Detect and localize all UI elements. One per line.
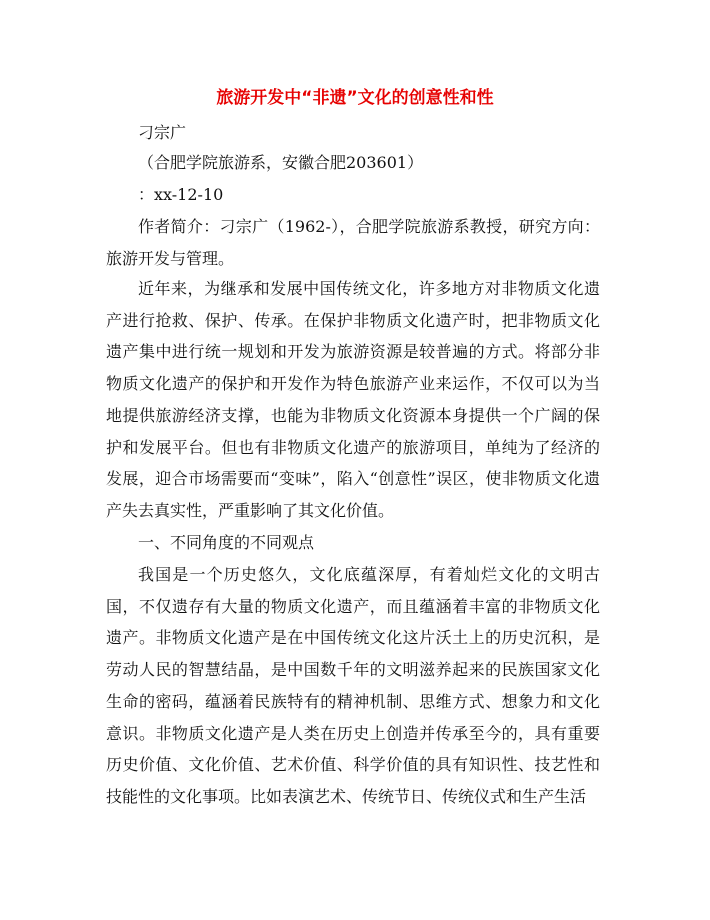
body-paragraph-2: 我国是一个历史悠久，文化底蕴深厚，有着灿烂文化的文明古国，不仅遗存有大量的物质文化遗产，而且蕴涵着丰富的非物质文化遗产。非物质文化遗产是在中国传统文化这片沃土上的历史沉积，是劳动人民的智慧结晶，是中国数千年的文明滋养起来的民族国家文化生命的密码，蕴涵着民族特有的精神机制、思维方式、想象力和文化意识。非物质文化遗产是人类在历史上创造并传承至今的，具有重要历史价值、文化价值、艺术价值、科学价值的具有知识性、技艺性和技能性的文化事项。比如表演艺术、传统节日、传统仪式和生产生活 bbox=[106, 565, 600, 806]
section-heading: 一、不同角度的不同观点 bbox=[138, 533, 315, 552]
author-affiliation: （合肥学院旅游系，安徽合肥203601） bbox=[138, 153, 424, 172]
body-paragraph-1: 近年来，为继承和发展中国传统文化，许多地方对非物质文化遗产进行抢救、保护、传承。在保护非物质文化遗产时，把非物质文化遗产集中进行统一规划和开发为旅游资源是较普遍的方式。将部分非物质文化遗产的保护和开发作为特色旅游产业来运作，不仅可以为当地提供旅游经济支撑，也能为非物质文化资源本身提供一个广阔的保护和发展平台。但也有非物质文化遗产的旅游项目，单纯为了经济的发展，迎合市场需要而“变味”，陷入“创意性”误区，使非物质文化遗产失去真实性，严重影响了其文化价值。 bbox=[106, 279, 600, 520]
author-intro: 作者简介：刁宗广（1962-），合肥学院旅游系教授，研究方向：旅游开发与管理。 bbox=[106, 217, 600, 268]
author-name: 刁宗广 bbox=[138, 123, 187, 142]
document-title: 旅游开发中“非遗”文化的创意性和性 bbox=[216, 88, 494, 108]
received-date: ：xx-12-10 bbox=[138, 185, 224, 204]
